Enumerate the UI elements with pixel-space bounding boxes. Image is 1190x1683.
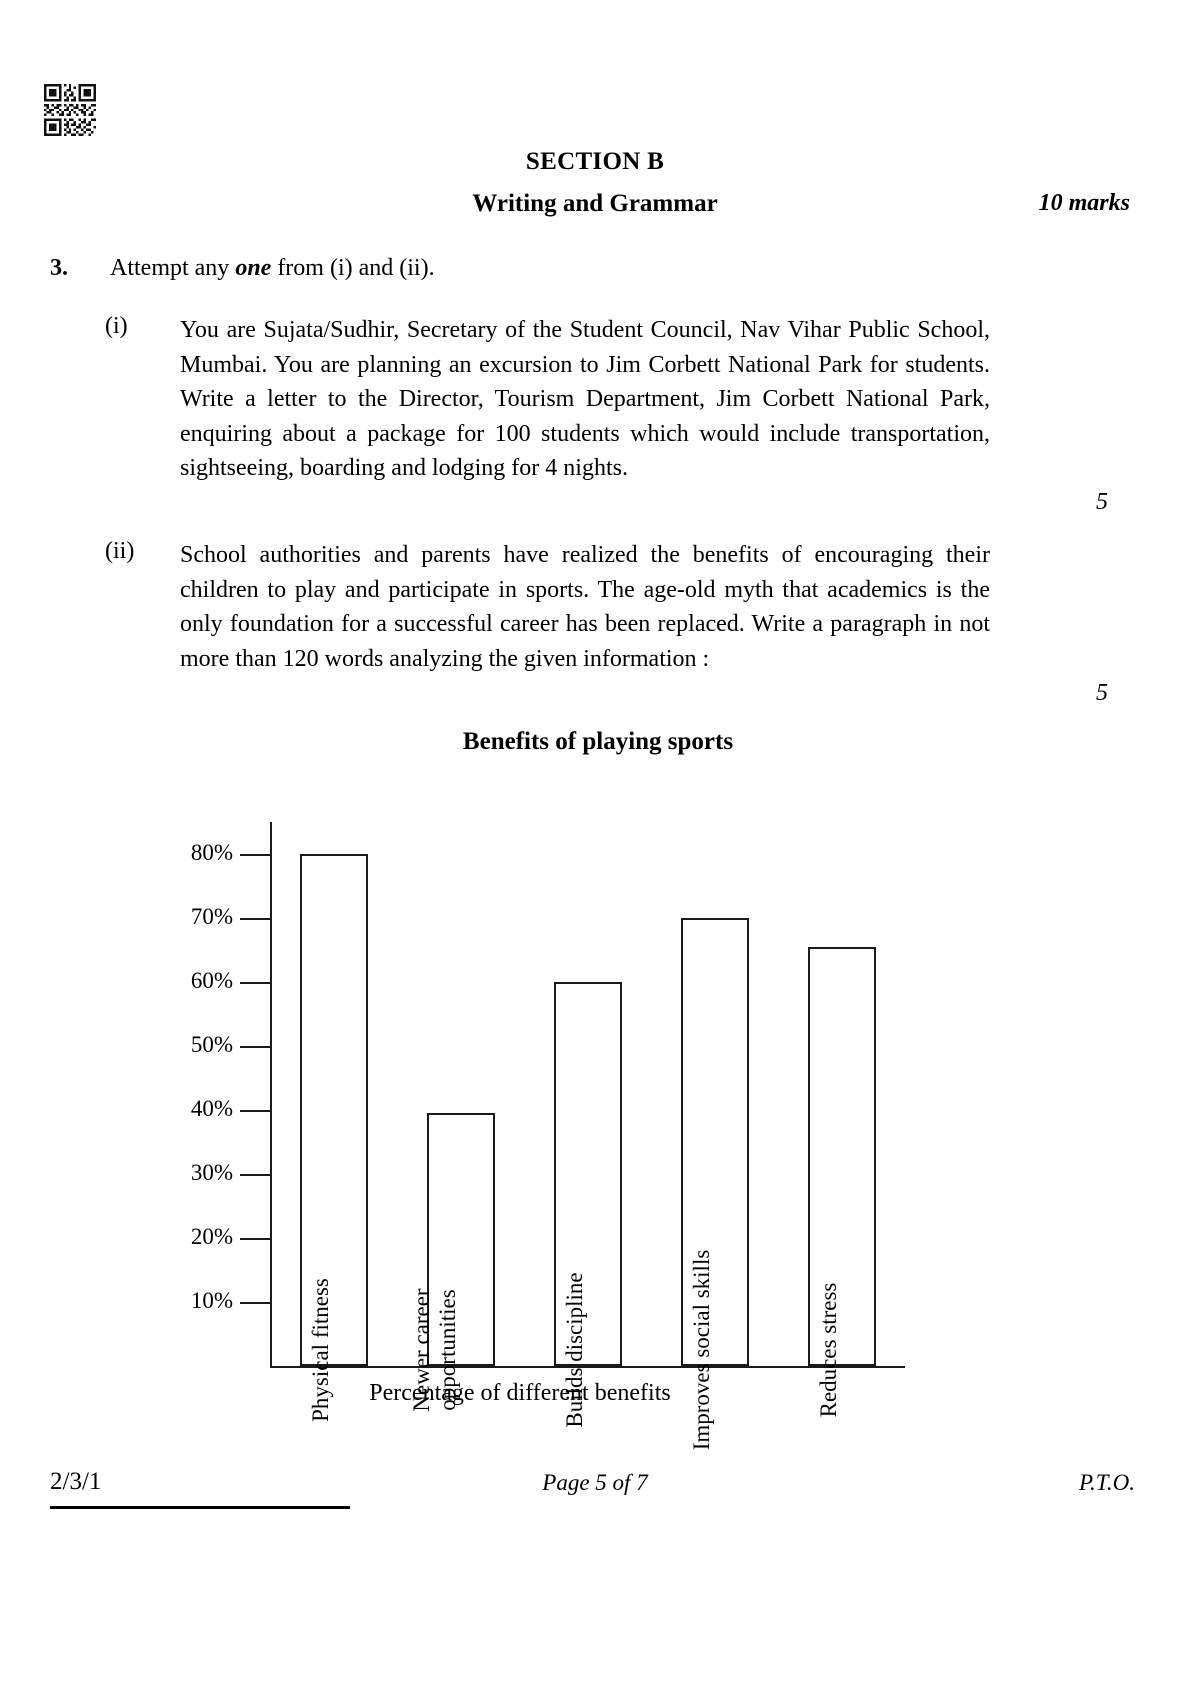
- sub-question-i-text: You are Sujata/Sudhir, Secretary of the Student Council, Nav Vihar Public School, Mumbai. You are planning an excursion to Jim Corbett National Park for students. Write a letter to the Director, Tourism Department, Jim Corbett National Park, enquiring about a package for 100 students which would include transportation, sightseeing, boarding and lodging for 4 nights.: [180, 317, 990, 481]
- y-axis-tick-label: 50%: [190, 1032, 233, 1057]
- chart-bar-label: Improves social skills: [688, 1249, 714, 1451]
- sub-question-i-label: (i): [105, 313, 128, 339]
- question-stem: [110, 255, 435, 282]
- question-number: 3.: [50, 255, 68, 281]
- y-axis-tick-label: 80%: [190, 840, 233, 865]
- sub-question-i: [105, 313, 1108, 515]
- section-subtitle: Writing and Grammar: [472, 190, 718, 217]
- y-axis-tick: [240, 1238, 272, 1240]
- chart-bar: [300, 854, 368, 1422]
- footer-page-info: Page 5 of 7: [542, 1470, 648, 1495]
- y-axis-tick: [240, 1174, 272, 1176]
- y-axis-tick: [240, 1046, 272, 1048]
- qr-code: [44, 84, 96, 136]
- y-axis-tick-label: 30%: [190, 1160, 233, 1185]
- section-header: [0, 148, 1190, 176]
- y-axis-tick: [240, 982, 272, 984]
- section-title: SECTION B: [525, 148, 665, 175]
- y-axis-tick-label: 10%: [190, 1288, 233, 1313]
- y-axis-tick-label: 60%: [190, 968, 233, 993]
- y-axis-line: [270, 822, 272, 1368]
- sub-question-ii-text: School authorities and parents have realized the benefits of encouraging their children to play and participate in sports. The age-old myth that academics is the only foundation for a successful career has been replaced. Write a paragraph in not more than 120 words analyzing the given information :: [180, 542, 990, 672]
- footer-paper-code: 2/3/1: [50, 1468, 102, 1495]
- chart-bar-label: Newer career opportunities: [408, 1288, 460, 1412]
- y-axis-tick: [240, 854, 272, 856]
- sub-question-ii-label: (ii): [105, 538, 135, 564]
- y-axis-tick: [240, 918, 272, 920]
- footer-pto: P.T.O.: [1078, 1470, 1135, 1495]
- question-stem-emphasis: one: [235, 255, 272, 281]
- chart-title: Benefits of playing sports: [462, 728, 734, 755]
- bar-chart: [0, 728, 1190, 1451]
- qr-code-icon: [44, 84, 96, 136]
- chart-bar-label: Physical fitness: [307, 1278, 333, 1422]
- y-axis-tick-label: 20%: [190, 1224, 233, 1249]
- sub-question-ii-mark: 5: [1096, 680, 1108, 706]
- y-axis-tick: [240, 1302, 272, 1304]
- y-axis-tick-label: 40%: [190, 1096, 233, 1121]
- chart-bar: [554, 982, 622, 1428]
- chart-bar: [808, 947, 876, 1418]
- chart-bar: [681, 918, 749, 1451]
- footer-rule: [50, 1506, 350, 1509]
- y-axis-tick: [240, 1110, 272, 1112]
- chart-bar-label: Builds discipline: [561, 1272, 587, 1428]
- section-marks: 10 marks: [1038, 190, 1130, 216]
- chart-x-axis-label: Percentage of different benefits: [369, 1380, 671, 1406]
- sub-question-i-mark: 5: [1096, 489, 1108, 515]
- sub-question-ii: [105, 538, 1108, 706]
- chart-bar: [408, 1113, 495, 1412]
- page-footer: [0, 1468, 1190, 1528]
- question-stem-after: from (i) and (ii).: [271, 255, 435, 281]
- y-axis-tick-label: 70%: [190, 904, 233, 929]
- chart-bar-label: Reduces stress: [815, 1282, 841, 1418]
- question-stem-before: Attempt any: [110, 255, 236, 281]
